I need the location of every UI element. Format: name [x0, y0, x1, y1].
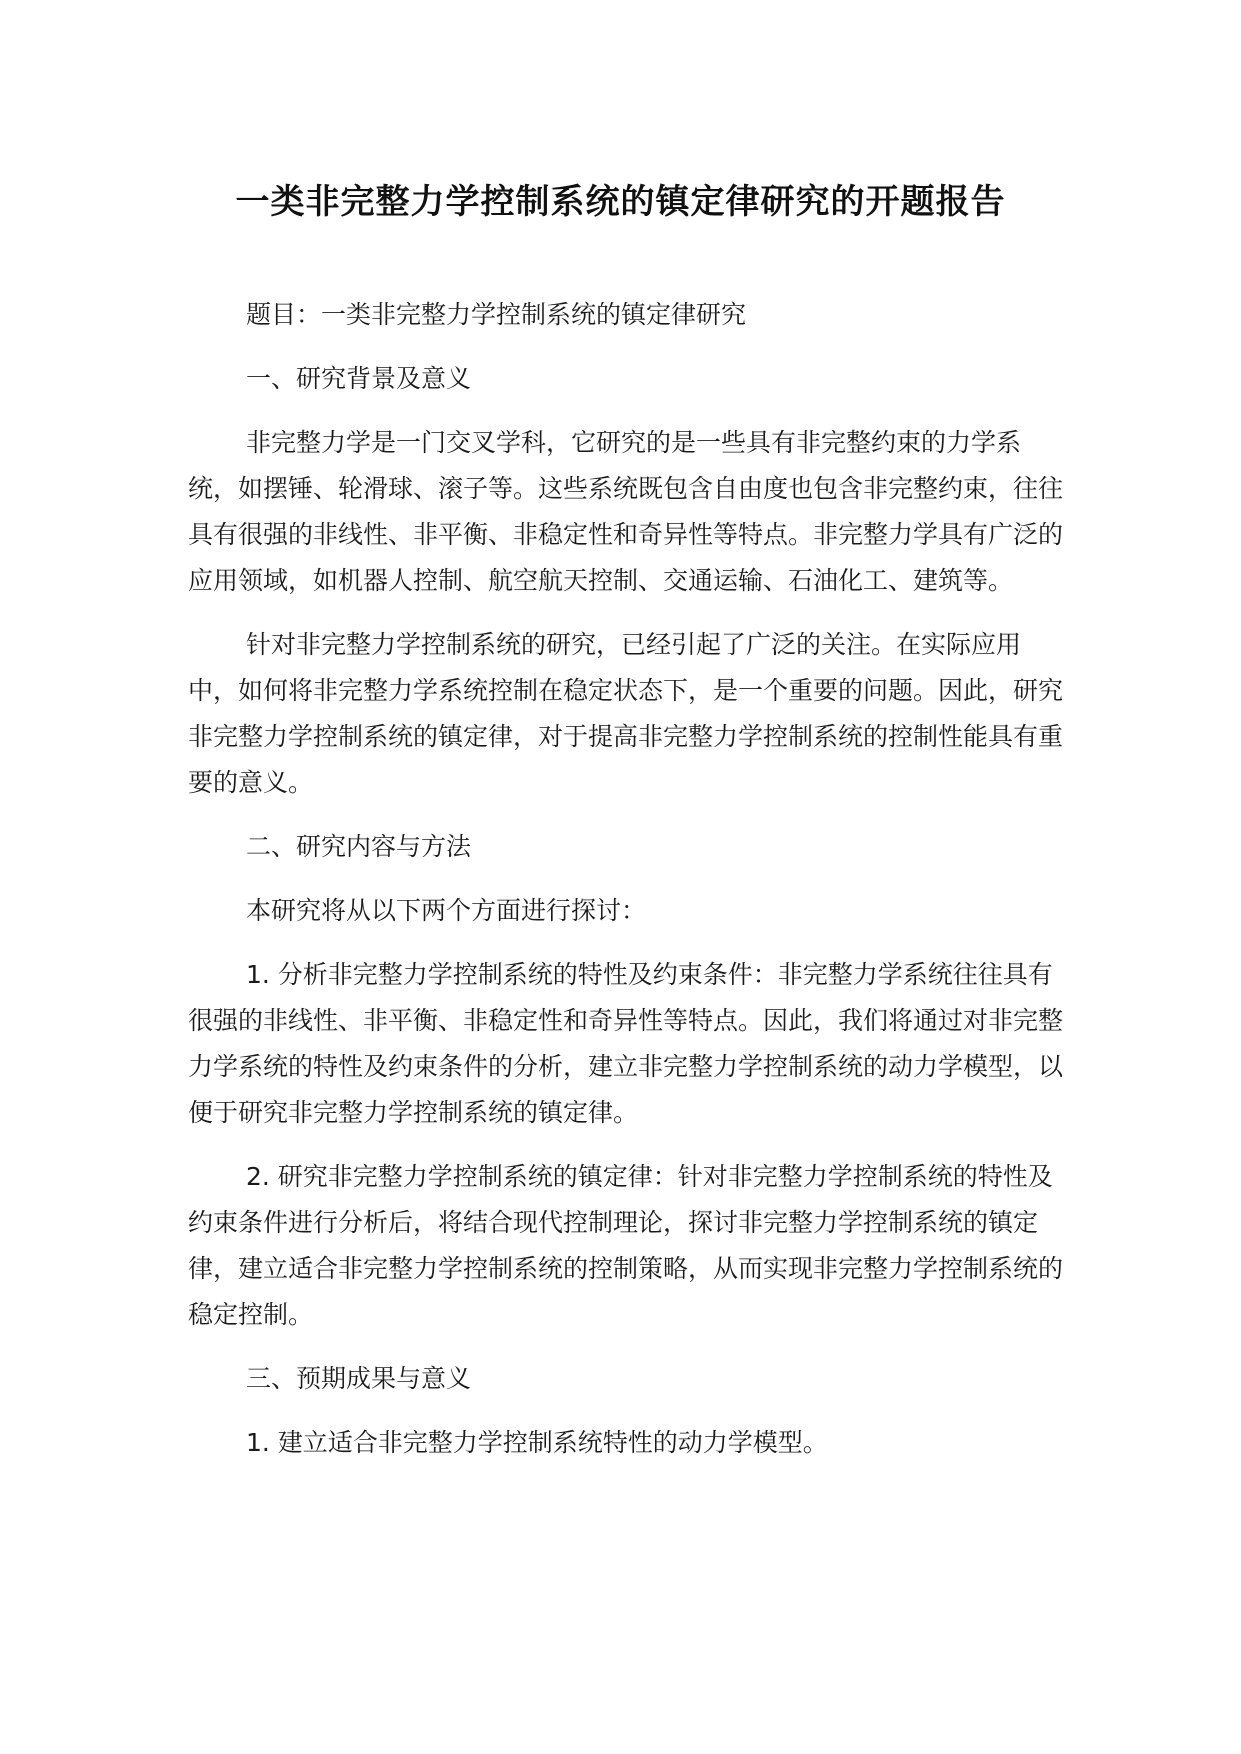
paragraph-background: 非完整力学是一门交叉学科，它研究的是一些具有非完整约束的力学系统，如摆锤、轮滑球、滚子等。这些系统既包含自由度也包含非完整约束，往往具有很强的非线性、非平衡、非稳定性和奇异性等特点。非完整力学具有广泛的应用领域，如机器人控制、航空航天控制、交通运输、石油化工、建筑等。 [188, 428, 1064, 595]
paragraph-significance: 针对非完整力学控制系统的研究，已经引起了广泛的关注。在实际应用中，如何将非完整力学系统控制在稳定状态下，是一个重要的问题。因此，研究非完整力学控制系统的镇定律，对于提高非完整力学控制系统的控制性能具有重要的意义。 [188, 630, 1064, 797]
paragraph-intro-methods: 本研究将从以下两个方面进行探讨： [246, 896, 647, 925]
paragraph-result-1: 1. 建立适合非完整力学控制系统特性的动力学模型。 [246, 1428, 828, 1457]
paragraph-topic: 题目：一类非完整力学控制系统的镇定律研究 [246, 300, 747, 329]
paragraph-method-1: 1. 分析非完整力学控制系统的特性及约束条件：非完整力学系统往往具有很强的非线性、非平衡、非稳定性和奇异性等特点。因此，我们将通过对非完整力学系统的特性及约束条件的分析，建立非完整力学控制系统的动力学模型，以便于研究非完整力学控制系统的镇定律。 [188, 960, 1064, 1127]
document-body [188, 292, 1068, 1484]
document-title: 一类非完整力学控制系统的镇定律研究的开题报告 [235, 182, 1006, 222]
heading-expected-results: 三、预期成果与意义 [246, 1364, 472, 1393]
paragraph-method-2: 2. 研究非完整力学控制系统的镇定律：针对非完整力学控制系统的特性及约束条件进行分析后，将结合现代控制理论，探讨非完整力学控制系统的镇定律，建立适合非完整力学控制系统的控制策略，从而实现非完整力学控制系统的稳定控制。 [188, 1162, 1064, 1329]
heading-background: 一、研究背景及意义 [246, 364, 472, 393]
heading-content-methods: 二、研究内容与方法 [246, 832, 472, 861]
